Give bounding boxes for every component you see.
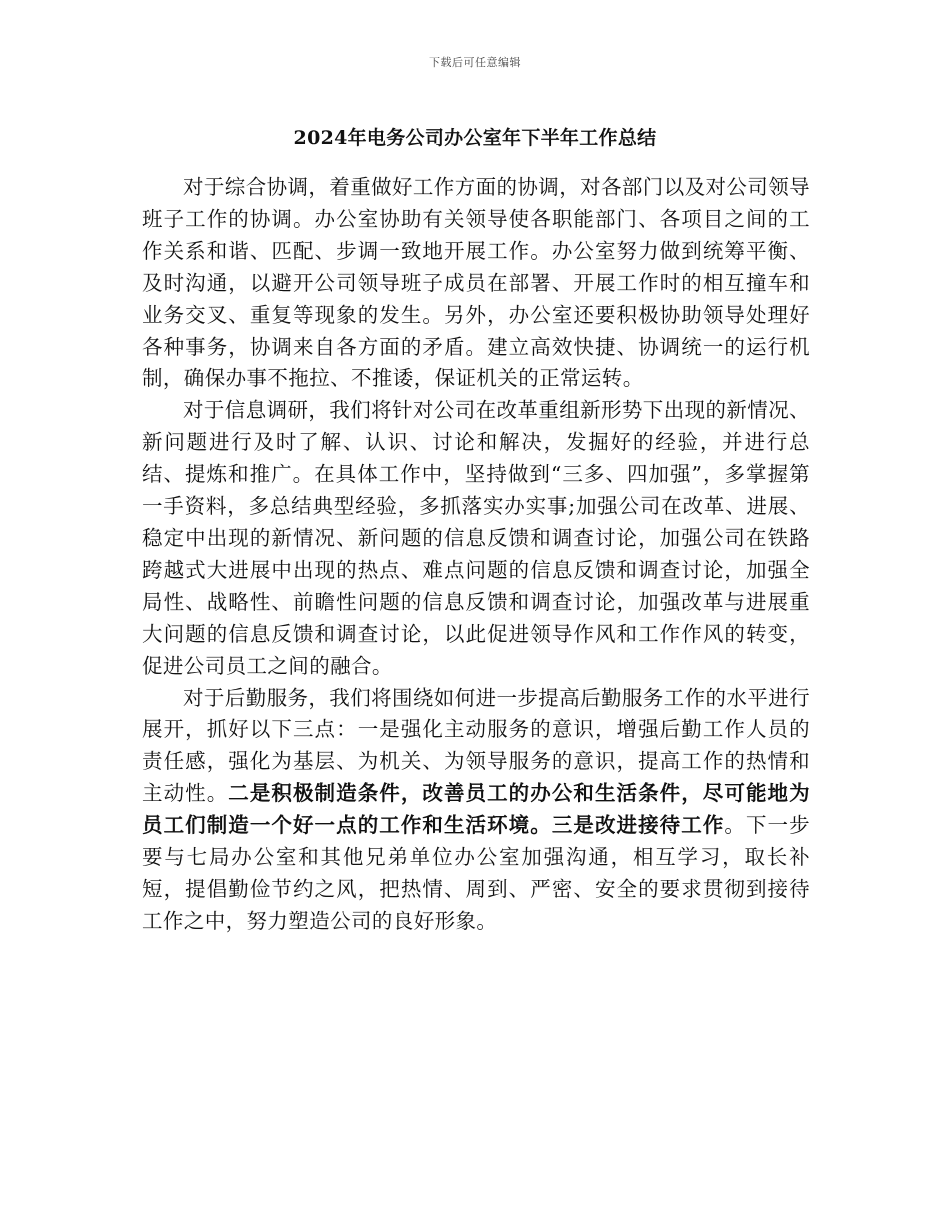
- paragraph-coordination: 对于综合协调，着重做好工作方面的协调，对各部门以及对公司领导班子工作的协调。办公室协助有关领导使各职能部门、各项目之间的工作关系和谐、匹配、步调一致地开展工作。办公室努力做到统筹平衡、及时沟通，以避开公司领导班子成员在部署、开展工作时的相互撞车和业务交叉、重复等现象的发生。另外，办公室还要积极协助领导处理好各种事务，协调来自各方面的矛盾。建立高效快捷、协调统一的运行机制，确保办事不拖拉、不推诿，保证机关的正常运转。: [142, 175, 810, 391]
- document-body: [142, 172, 810, 938]
- paragraph-information-research: 对于信息调研，我们将针对公司在改革重组新形势下出现的新情况、新问题进行及时了解、认识、讨论和解决，发掘好的经验，并进行总结、提炼和推广。在具体工作中，坚持做到“三多、四加强”，多掌握第一手资料，多总结典型经验，多抓落实办实事;加强公司在改革、进展、稳定中出现的新情况、新问题的信息反馈和调查讨论，加强公司在铁路跨越式大进展中出现的热点、难点问题的信息反馈和调查讨论，加强全局性、战略性、前瞻性问题的信息反馈和调查讨论，加强改革与进展重大问题的信息反馈和调查讨论，以此促进领导作风和工作作风的转变，促进公司员工之间的融合。: [142, 398, 810, 678]
- paragraph-logistics-point-three: 三是改进接待工作: [551, 813, 725, 838]
- paragraph-logistics-intro: 对于后勤服务，我们将围绕如何进一步提高后勤服务工作的水平进行展开，抓好以下三点：一是强化主动服务的意识，增强后勤工作人员的责任感，强化为基层、为机关、为领导服务的意识，提高工作的热情和主动性。: [142, 685, 810, 806]
- paragraph-logistics-point-two: 二是积极制造条件，改善员工的办公和生活条件，尽可能地为员工们制造一个好一点的工作和生活环境。: [142, 781, 810, 838]
- paragraph-logistics-closing: 。下一步要与七局办公室和其他兄弟单位办公室加强沟通，相互学习，取长补短，提倡勤俭节约之风，把热情、周到、严密、安全的要求贯彻到接待工作之中，努力塑造公司的良好形象。: [142, 813, 810, 933]
- paragraph-logistics: [142, 683, 810, 938]
- document-title: 2024年电务公司办公室年下半年工作总结: [293, 127, 657, 149]
- header-note: 下载后可任意编辑: [429, 56, 521, 69]
